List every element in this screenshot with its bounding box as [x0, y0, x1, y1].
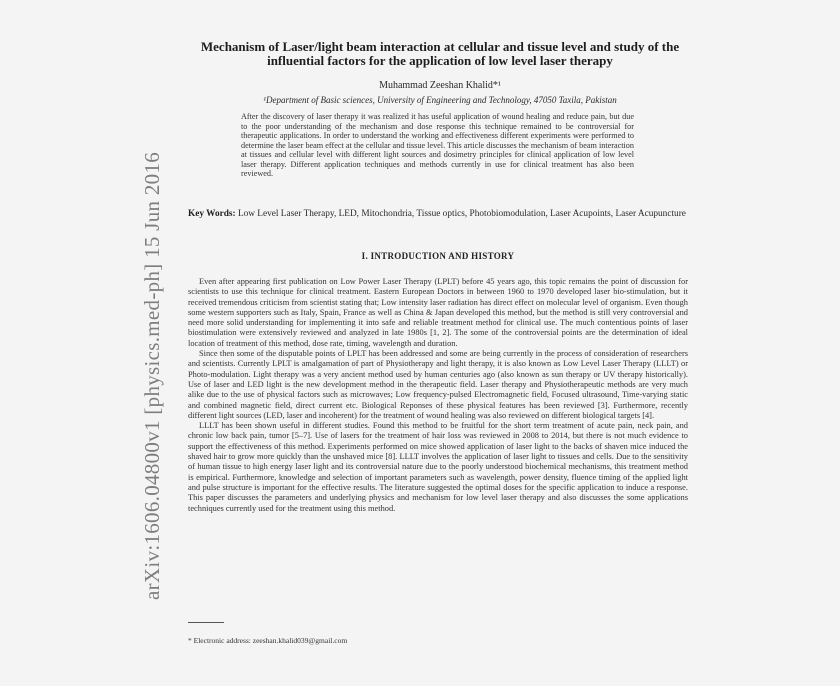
keywords-label: Key Words: [188, 209, 236, 219]
abstract: After the discovery of laser therapy it was realized it has useful application of wound healing and reduce pain, but due to the poor understanding of the mechanism and dose response this technique remained to be controversial for therapeutic applications. In order to understand the working and effectiveness different experiments were performed to determine the laser beam effect at the cellular and tissue level. This article discusses the mechanism of beam interaction at tissues and cellular level with different light sources and dosimetry principles for clinical application of low level laser therapy. Different application techniques and methods currently in use for clinical treatment has also been reviewed. [241, 112, 634, 178]
author-line: Muhammad Zeeshan Khalid*¹ [379, 80, 501, 91]
footnote: * Electronic address: zeeshan.khalid039@gmail.com [188, 636, 348, 645]
paragraph: Even after appearing first publication on Low Power Laser Therapy (LPLT) before 45 years ago, this topic remains the point of discussion for scientists to use this technique for clinical treatment. Eastern European Doctors in between 1960 to 1970 developed laser bio-stimulation, but it received tremendous criticism from scientist stating that; Low intensity laser radiation has direct effect on molecular level of organism. Even though some western supporters such as Italy, Spain, France as well as China & Japan developed this method, but the method is still very controversial and need more solid understanding for implementing it into safe and reliable treatment method for clinical use. The much contentious points of laser biostimulation were extensively reviewed and analyzed in late 1980s [1, 2]. The some of the controversial points are the determination of ideal location of treatment of this method, dose rate, timing, wavelength and duration. [188, 277, 688, 348]
paragraph: Since then some of the disputable points of LPLT has been addressed and some are being currently in the process of consideration of researchers and scientists. Currently LPLT is amalgamation of part of Physiotherapy and light therapy, it is also known as Low Level Laser Therapy (LLLT) or Photo-modulation. Light therapy was a very ancient method used by human centuries ago (also known as sun therapy or UV therapy historically). Use of laser and LED light is the new development method in the therapeutic field. Laser therapy and Physiotherapeutic methods are very much alike due to the use of physical factors such as microwaves; Low frequency-pulsed Electromagnetic field, Focused ultrasound, Time-varying static and combined magnetic field, direct current etc. Biological Reponses of these physical features has been reviewed [3]. Furthermore, recently different light sources (LED, laser and incoherent) for the treatment of wound healing was also reviewed on different biological targets [4]. [188, 349, 688, 420]
keywords-block [188, 208, 688, 220]
paragraph: LLLT has been shown useful in different studies. Found this method to be fruitful for the short term treatment of acute pain, neck pain, and chronic low back pain, tumor [5–7]. Use of lasers for the treatment of hair loss was reviewed in 2008 to 2014, but there is not much evidence to support the effectiveness of this method. Experiments performed on mice showed application of laser light to the backs of shaven mice induced the shaved hair to grow more quickly than the unshaved mice [8]. LLLT involves the application of laser light to tissues and cells. Due to the sensitivity of human tissue to high energy laser light and its controversial nature due to the poorly understood biochemical mechanisms, this treatment method is empirical. Furthermore, knowledge and selection of important parameters such as wavelength, power density, fluence timing of the applied light and pulse structure is important for the effective results. The literature suggested the optimal doses for the specific application to induce a response. This paper discusses the parameters and underlying physics and mechanism for low level laser therapy and also discusses the some applications techniques currently used for the treatment using this method. [188, 421, 688, 513]
keywords-text: Low Level Laser Therapy, LED, Mitochondria, Tissue optics, Photobiomodulation, Laser Acupoints, Laser Acupuncture [237, 209, 686, 219]
body-text [188, 277, 688, 514]
paper-title: Mechanism of Laser/light beam interaction at cellular and tissue level and study of the influential factors for the application of low level laser therapy [200, 39, 680, 68]
affiliation-line: ¹Department of Basic sciences, University of Engineering and Technology, 47050 Taxila, Pakistan [263, 95, 617, 105]
footnote-rule [188, 622, 224, 623]
arxiv-stamp: arXiv:1606.04800v1 [physics.med-ph] 15 Jun 2016 [140, 151, 164, 600]
section-heading: I. INTRODUCTION AND HISTORY [361, 251, 515, 261]
